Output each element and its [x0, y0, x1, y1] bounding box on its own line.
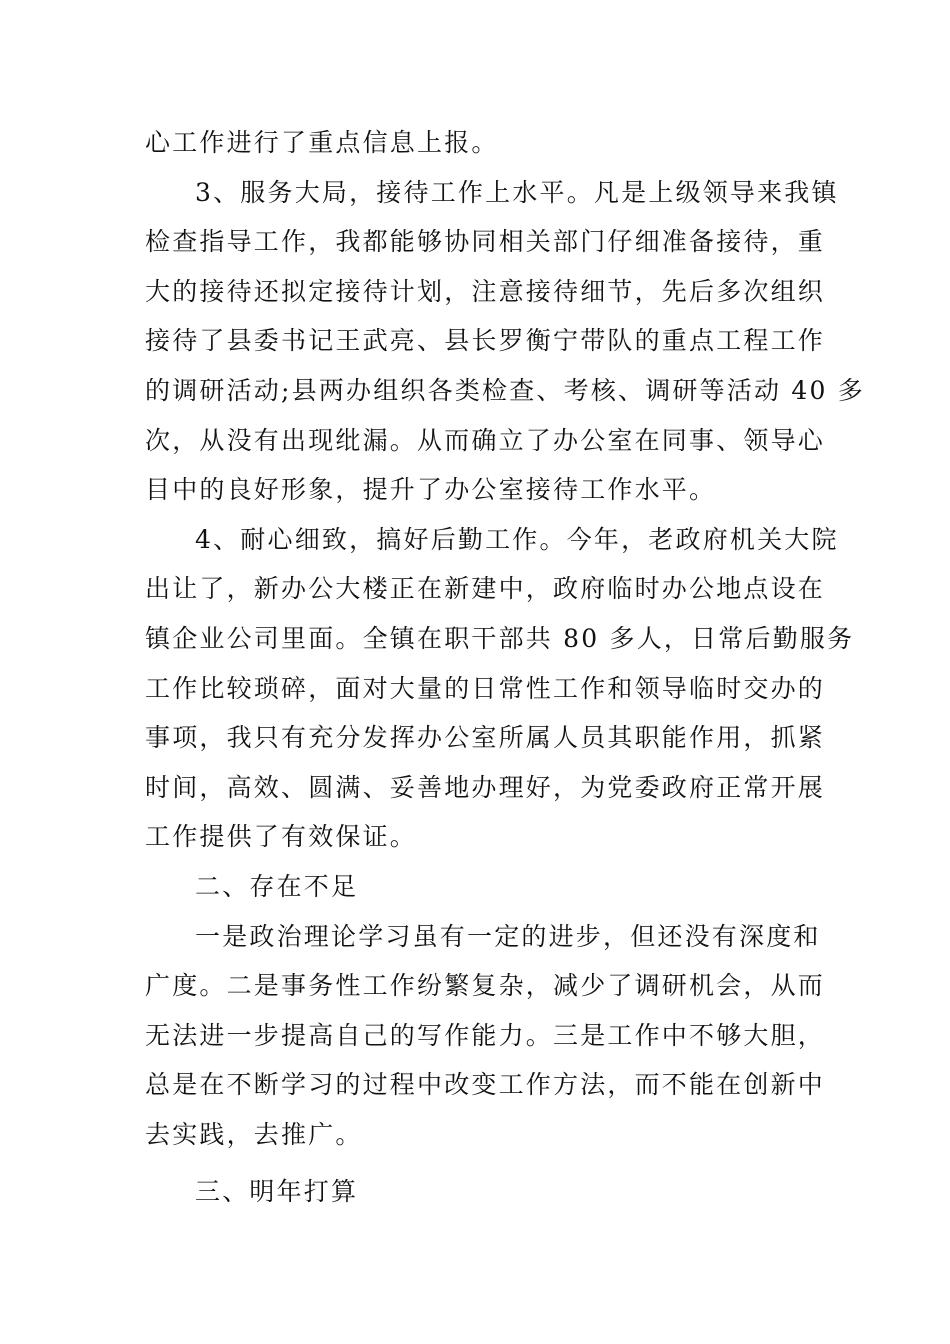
text-line: 目中的良好形象，提升了办公室接待工作水平。	[145, 475, 717, 505]
text-line: 去实践，去推广。	[145, 1119, 363, 1149]
text-line: 3、服务大局，接待工作上水平。凡是上级领导来我镇	[195, 177, 839, 207]
text-line: 接待了县委书记王武亮、县长罗衡宁带队的重点工程工作	[145, 326, 826, 356]
text-line: 事项，我只有充分发挥办公室所属人员其职能作用，抓紧	[145, 723, 826, 753]
document-body	[145, 118, 865, 1217]
text-line: 工作提供了有效保证。	[145, 822, 418, 852]
section-heading: 二、存在不足	[195, 871, 359, 901]
section-heading: 三、明年打算	[195, 1177, 359, 1207]
text-line: 一是政治理论学习虽有一定的进步，但还没有深度和	[195, 921, 821, 951]
text-line: 次，从没有出现纰漏。从而确立了办公室在同事、领导心	[145, 425, 826, 455]
text-line: 镇企业公司里面。全镇在职干部共 80 多人，日常后勤服务	[145, 623, 855, 653]
text-line: 无法进一步提高自己的写作能力。三是工作中不够大胆，	[145, 1020, 826, 1050]
text-line: 4、耐心细致，搞好后勤工作。今年，老政府机关大院	[195, 524, 839, 554]
text-line: 出让了，新办公大楼正在新建中，政府临时办公地点设在	[145, 574, 826, 604]
text-line: 心工作进行了重点信息上报。	[145, 128, 499, 157]
text-line: 广度。二是事务性工作纷繁复杂，减少了调研机会，从而	[145, 971, 826, 1001]
text-line: 的调研活动;县两办组织各类检查、考核、调研等活动 40 多	[145, 375, 865, 405]
text-line: 总是在不断学习的过程中改变工作方法，而不能在创新中	[145, 1070, 826, 1100]
text-line: 工作比较琐碎，面对大量的日常性工作和领导临时交办的	[145, 673, 826, 703]
text-line: 大的接待还拟定接待计划，注意接待细节，先后多次组织	[145, 276, 826, 306]
text-line: 检查指导工作，我都能够协同相关部门仔细准备接待，重	[145, 227, 826, 257]
text-line: 时间，高效、圆满、妥善地办理好，为党委政府正常开展	[145, 772, 826, 802]
